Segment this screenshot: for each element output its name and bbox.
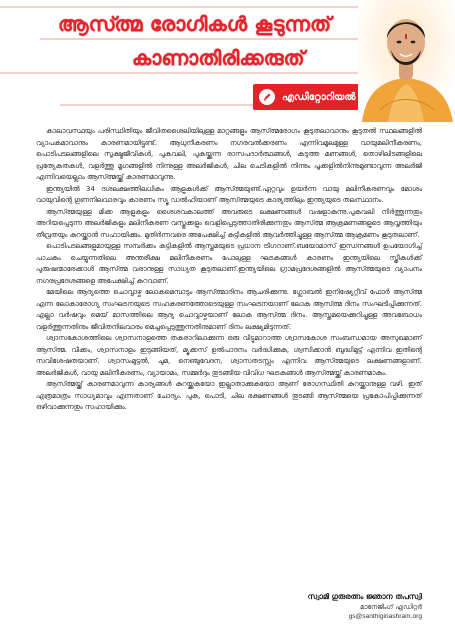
- decor-stripe: [0, 6, 360, 8]
- article-paragraph: മേയിലെ ആദ്യത്തെ ചൊവ്വാഴ്ച ലോകമെമ്പാടും ആസ്ത്മാദിനം ആചരിക്കുന്നു. ഗ്ലോബൽ ഇനിഷ്യേറ്റീവ് ഫോർ ആസ്ത്മ എന്ന ലോകാരോഗ്യ സംഘടനയുടെ സഹകരണത്തോടെയുള്ള സംഘടനയാണ് ലോക ആസ്ത്മ ദിനം സംഘടിപ്പിക്കുന്നത്. എല്ലാ വർഷവും മെയ് മാസത്തിലെ ആദ്യ ചൊവ്വാഴ്ചയാണ് ലോക ആസ്ത്മ ദിനം. ആസ്തമയെക്കുറിച്ചുള്ള അവബോധം വളർത്തുന്നതിനും ജീവിതനിലവാരം മെച്ചപ്പെടുത്തുന്നതിനുമാണ് ദിനം ലക്ഷ്യമിടുന്നത്.: [36, 288, 422, 331]
- article-paragraph: ശ്വാസകോശത്തിലെ ശ്വാസനാളത്തെ തകരാറിലാക്കുന്ന ഒരു വിട്ടുമാറാത്ത ശ്വാസകോശ സംബന്ധമായ അസുഖമാണ് ആസ്ത്മ. വീക്കം, ശ്വാസനാളം ഇടുങ്ങിയത്, മ്യൂക്കസ് ഉൽപാദനം വർദ്ധിക്കുക, ശ്വസിക്കാൻ ബുദ്ധിമുട്ട് എന്നിവ ഇതിന്റെ സവിശേഷതയാണ്. ശ്വാസംമുട്ടൽ, ചുമ, നെഞ്ചുവേദന, ശ്വാസതടസ്സം എന്നിവ ആസ്ത്മയുടെ ലക്ഷണങ്ങളാണ്. അലർജികൾ, വായു മലിനീകരണം, വ്യായാമം, സമ്മർദ്ദം തുടങ്ങിയ വിവിധ ഘടകങ്ങൾ ആസ്ത്മയ്ക്ക് കാരണമാകും.: [36, 334, 422, 377]
- article-body: [36, 126, 422, 414]
- author-role: മാനേജിംഗ് എഡിറ്റർ: [360, 603, 422, 611]
- article-paragraph: കാലാവസ്ഥയും പരിസ്ഥിതിയും ജീവിതശൈലിയിലുള്ള മാറ്റങ്ങളും ആസ്ത്മരോഗം കൂടുതലാവാനും കൂടുതൽ സ്ഥലങ്ങളിൽ വ്യാപകമാവാനും കാരണമായിട്ടുണ്ട്. ആധുനീകരണം നഗരവൽക്കരണം എന്നിവമൂലമുള്ള വായുമലിനീകരണം, പൊടിപടലങ്ങളിലെ സൂക്ഷ്മജീവികൾ, പുകവലി, പുകയ്ക്കുന്ന രാസപദാർത്ഥങ്ങൾ, കടുത്ത മണങ്ങൾ, തൊഴിലിടങ്ങളിലെ പ്രത്യേകതകൾ, വളർത്തു മൃഗങ്ങളിൽ നിന്നുള്ള അലർജികൾ, ചില ചെടികളിൽ നിന്നും പൂക്കളിൽനിന്നുമുണ്ടാവുന്ന അലർജി എന്നിവയെല്ലാം ആസ്ത്മയ്ക്ക് കാരണമാവുന്നു.: [36, 127, 422, 181]
- header-banner: [0, 0, 455, 122]
- editorial-label: എഡിറ്റോറിയൽ: [282, 91, 356, 103]
- decor-stripe: [0, 72, 360, 74]
- article-paragraph: ആസ്ത്മയ്ക്ക് കാരണമാവുന്ന കാര്യങ്ങൾ കുറയ്ക്കുകയോ ഇല്ലാതാക്കുകയോ ആണ് രോഗസ്ഥിതി കുറയ്ക്കാനുള്ള വഴി. ഇത് എത്രമാത്രം സാധ്യമാവും എന്നതാണ് ചോദ്യം. പുക, പൊടി, ചില ഭക്ഷണങ്ങൾ തുടങ്ങി ആസ്ത്മയെ പ്രകോപിപ്പിക്കുന്നത് ഒഴിവാക്കുന്നതും സഹായിക്കും.: [36, 380, 422, 411]
- author-email: gs@santhigiriashram.org: [348, 613, 422, 620]
- author-portrait: [358, 0, 455, 122]
- author-byline: [308, 591, 422, 622]
- article-paragraph: ഇന്ത്യയിൽ 34 ദശലക്ഷത്തിലധികം ആളുകൾക്ക് ആസ്ത്മയുണ്ട്.ഏറ്റവും ഉയർന്ന വായു മലിനീകരണവും മോശം വായുവിന്റെ ഗുണനിലവാരവും കാരണം സ്യൂ ഡൽഹിയാണ് ആസ്ത്മയുടെ കാര്യത്തിലും ഇന്ത്യയുടെ തലസ്ഥാനം.: [36, 184, 422, 204]
- headline-line-2: കാണാതിരിക്കരുത്: [132, 46, 305, 70]
- pen-icon: [259, 89, 275, 105]
- decor-stripe: [40, 38, 360, 40]
- article-paragraph: പൊടിപടലങ്ങളുമായുള്ള സമ്പർക്കം കുട്ടികളിൽ ആസ്തമയുടെ പ്രധാന ട്രിഗറാണ്.ബയോമാസ് ഇന്ധനങ്ങൾ ഉപയോഗിച്ച് പാചകം ചെയ്യുന്നതിലെ അന്തരീക്ഷ മലിനീകരണം പോലുള്ള ഘടകങ്ങൾ കാരണം ഇന്ത്യയിലെ സ്ത്രീകൾക്ക് പുരുഷന്മാരേക്കാൾ ആസ്ത്മ വരാനുള്ള സാധ്യത കൂടുതലാണ്.ഇന്ത്യയിലെ ഗ്രാമപ്രദേശങ്ങളിൽ ആസ്ത്മയുടെ വ്യാപനം നഗരപ്രദേശങ്ങളെ അപേക്ഷിച്ച് കുറവാണ്.: [36, 242, 422, 285]
- headline-line-1: ആസ്ത്മ രോഗികൾ കൂടുന്നത്: [58, 12, 332, 36]
- author-name: സ്വാമി ഗുരുരത്നം ജ്ഞാന തപസ്വി: [307, 592, 422, 601]
- article-paragraph: ആസ്ത്മയുള്ള മിക്ക ആളുകളും ശൈശവകാലത്ത് അവരുടെ ലക്ഷണങ്ങൾ വഷളാകുന്നു.പുകവലി നിർത്തുന്നതും അറിയപ്പെടുന്ന അലർജികളും മലിനീകരണ വസ്തുക്കളും വെളിപ്പെടുത്താതിരിക്കുന്നതും ആസ്ത്മ ആക്രമണങ്ങളുടെ ആവൃത്തിയും തീവ്രതയും കുറയ്ക്കാൻ സഹായിക്കും. മുതിർന്നവരെ അപേക്ഷിച്ച് കുട്ടികളിൽ ആവർത്തിച്ചുള്ള ആസ്ത്മ ആക്രമണം കൂടുതലാണ്.: [36, 207, 422, 239]
